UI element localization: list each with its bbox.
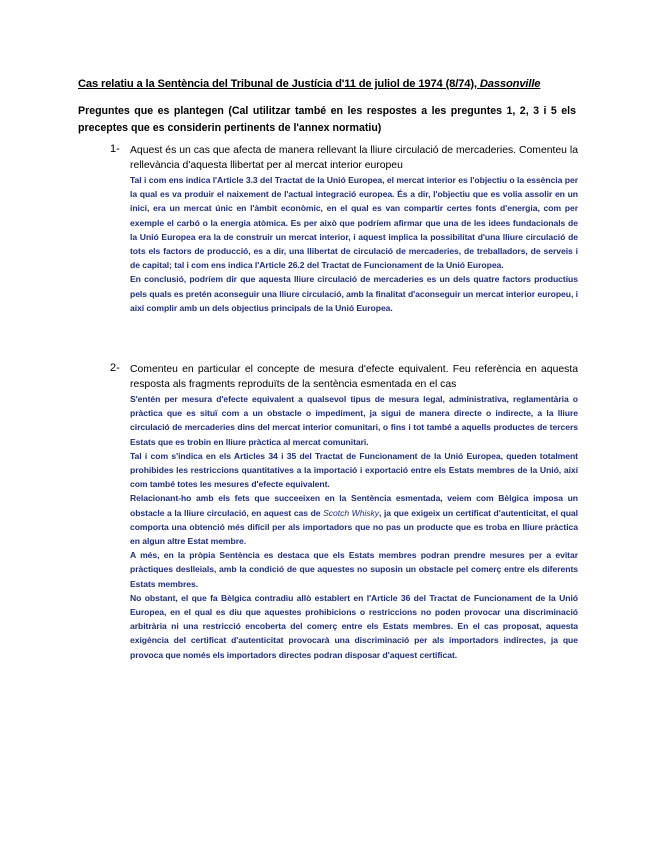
- answer-1-paragraph-1: Tal i com ens indica l'Article 3.3 del Tractat de la Unió Europea, el mercat interior es l'objectiu o la essència per la qual es va produir el naixement de l'actual integració europea. És a dir, l'objectiu que es volia assolir en un inici, era un mercat únic en l'àmbit econòmic, en el qual es van compartir certes fonts d'energia, com per exemple el carbó o la energia atòmica. Es per això que podríem afirmar que una de les idees fundacionals de la Unió Europea era la de construir un mercat interior, i aquest implica la possibilitat d'una lliure circulació de tots els factors de producció, es a dir, una llibertat de circulació de mercaderies, de treballadors, de serveis i de capital; tal i com ens indica l'Article 26.2 del Tractat de Funcionament de la Unió Europea.: [130, 175, 578, 271]
- questions-intro: Preguntes que es plantegen (Cal utilitzar també en les respostes a les preguntes 1, 2, 3 i 5 els preceptes que es considerin pertinents de l'annex normatiu): [78, 105, 576, 134]
- answer-2-paragraph-3-end: , ja que exigeix un certificat d'autenticitat, el qual comporta una obtenció més difícil per als importadors que no pas un producte que es troba en lliure pràctica en algun altre Estat membre.: [130, 507, 579, 547]
- answer-2-paragraph-3-start: Relacionant-ho amb els fets que succeeixen en la Sentència esmentada, veiem com Bèlgica imposa un obstacle a la lliure circulació, en aquest cas de: [130, 493, 578, 518]
- answer-2-paragraph-1: S'entén per mesura d'efecte equivalent a qualsevol tipus de mesura legal, administrativa, reglamentària o pràctica que es situï com a un obstacle o impediment, ja sigui de manera directe o indirecte, a la lliure circulació de mercaderies dins del mercat interior comunitari, o fins i tot també a aquells productes de tercers Estats que es trobin en lliure pràctica al mercat comunitari.: [130, 394, 578, 447]
- question-2: [110, 362, 578, 662]
- question-1-text: Aquest és un cas que afecta de manera rellevant la lliure circulació de mercaderies. Comenteu la rellevància d'aquesta llibertat per al mercat interior europeu: [130, 145, 578, 171]
- case-title: [78, 78, 578, 90]
- answer-2-paragraph-5: No obstant, el que fa Bèlgica contradiu allò establert en l'Article 36 del Tractat de Funcionament de la Unió Europea, en el qual es diu que aquestes prohibicions o restriccions no poden provocar una discriminació arbitrària ni una restricció encoberta del comerç entre els Estats membres. En el cas proposat, aquesta exigència del certificat d'autenticitat provocarà una discriminació per als importadors indirectes, ja que provoca que només els importadors directes podran disposar d'aquest certificat.: [130, 592, 578, 660]
- question-1: [110, 143, 578, 315]
- question-2-text: Comenteu en particular el concepte de mesura d'efecte equivalent. Feu referència en aquesta resposta als fragments reproduïts de la sentència esmentada en el cas: [130, 364, 578, 390]
- answer-2-paragraph-4: A més, en la pròpia Sentència es destaca que els Estats membres podran prendre mesures per a evitar pràctiques deslleials, amb la condició de que aquestes no suposin un obstacle pel comerç entre els diferents Estats membres.: [130, 550, 578, 589]
- question-2-number: 2-: [110, 362, 120, 374]
- answer-2-paragraph-3: [130, 491, 578, 548]
- answer-1: [130, 173, 578, 315]
- case-title-text: Cas relatiu a la Sentència del Tribunal de Justícia d'11 de juliol de 1974 (8/74),: [78, 78, 480, 90]
- answer-2: [130, 392, 578, 662]
- product-name: Scotch Whisky: [323, 507, 380, 518]
- question-1-number: 1-: [110, 143, 120, 155]
- case-name: Dassonville: [479, 78, 541, 90]
- answer-2-paragraph-2: Tal i com s'indica en els Articles 34 i 35 del Tractat de Funcionament de la Unió Europea, queden totalment prohibides les restriccions quantitatives a la importació i exportació entre els Estats membres de la Unió, així com també totes les mesures d'efecte equivalent.: [130, 450, 578, 490]
- answer-1-paragraph-2: En conclusió, podríem dir que aquesta lliure circulació de mercaderies es un dels quatre factors productius pels quals es pretén aconseguir una lliure circulació, amb la finalitat d'aconseguir un mercat interior europeu, i així complir amb un dels objectius principals de la Unió Europea.: [130, 274, 578, 313]
